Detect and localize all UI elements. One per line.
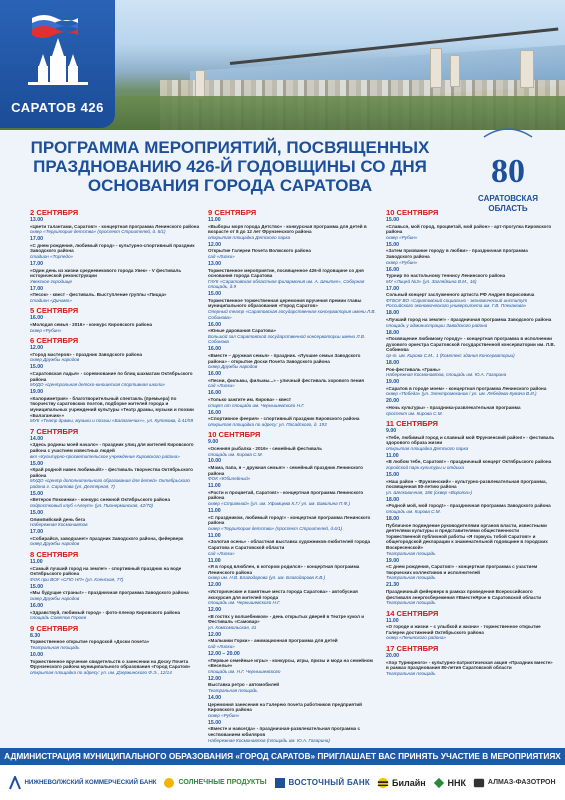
sponsor-name: ННК xyxy=(447,777,467,788)
event-description: «С днем рождения, любимый город» - культурно-спортивный праздник Заводского района xyxy=(30,242,195,254)
event-time: 9.00 xyxy=(208,439,219,446)
sponsor-name: НИЖНЕВОЛЖСКИЙ КОММЕРЧЕСКИЙ БАНК xyxy=(24,779,157,786)
anniversary-region: САРАТОВСКАЯ ОБЛАСТЬ xyxy=(478,194,538,213)
page-title: ПРОГРАММА МЕРОПРИЯТИЙ, ПОСВЯЩЕННЫХ ПРАЗДНОВАНИЮ 426-Й ГОДОВЩИНЫ СО ДНЯ ОСНОВАНИЯ ГОРОДА САРАТОВА xyxy=(30,138,430,195)
event-time: 19.00 xyxy=(386,379,399,386)
day-date: 17 СЕНТЯБРЯ xyxy=(386,644,439,654)
event-place: площадь им. Кирова С.М. xyxy=(208,451,263,457)
event-item xyxy=(208,652,380,674)
day-date: 8 СЕНТЯБРЯ xyxy=(30,550,79,560)
event-time: 12.00 xyxy=(208,241,221,248)
logo-caption: САРАТОВ 426 xyxy=(11,100,104,115)
event-item xyxy=(30,511,202,528)
day-date: 9 СЕНТЯБРЯ xyxy=(208,208,257,217)
event-place: МУ «Лицей №3» (ул. Заглядкина В.М., 16) xyxy=(386,278,477,284)
event-description: «Осенняя рыбалка - 2016» - семейный фестиваль xyxy=(208,445,323,451)
sponsor-sun-products xyxy=(163,776,266,790)
invitation-banner: АДМИНИСТРАЦИЯ МУНИЦИПАЛЬНОГО ОБРАЗОВАНИЯ «ГОРОД САРАТОВ» ПРИГЛАШАЕТ ВАС ПРИНЯТЬ УЧАСТИЕ В МЕРОПРИЯТИЯХ xyxy=(0,748,565,765)
event-place: сквер «Стражний» (ул. им. Уфимцева К.Г./ ул. им. Бавилина П.Ф.) xyxy=(208,501,351,507)
event-item xyxy=(30,634,202,651)
event-place: открытая площадка Детского парка xyxy=(386,445,469,451)
day-date: 9 СЕНТЯБРЯ xyxy=(30,623,79,633)
event-time: 19.00 xyxy=(386,557,399,564)
event-place: Набережная Космонавтов xyxy=(30,522,88,528)
event-description: «Посвящение любимому городу» - концертная программа в исполнении духового оркестра Саратовской государственной консерватории им. Л.В. Собинова xyxy=(386,336,555,353)
event-place: МУДО «Центральная детско-юношеская спортивная школа» xyxy=(30,382,166,388)
event-time: 17.00 xyxy=(30,285,43,292)
event-time: 21.30 xyxy=(386,582,399,589)
event-description: Праздничный фейерверк в рамках проведения Всероссийского фестиваля энергосбережения #ВместеЯрче в Саратовской области xyxy=(386,588,542,600)
sponsor-name: СОЛНЕЧНЫЕ ПРОДУКТЫ xyxy=(178,779,267,786)
event-description: «Наш район – Фрунзенский» - культурно-развлекательная программа, посвященная 80-летию района xyxy=(386,478,547,490)
event-time: 18.00 xyxy=(386,516,399,522)
event-place: Театральная площадь xyxy=(208,687,258,693)
event-item xyxy=(386,429,555,451)
event-place: ФОК «Юбилейный» xyxy=(208,476,251,482)
event-place: сквер «Рубин» xyxy=(386,234,418,240)
event-item xyxy=(30,437,202,459)
event-time: 12.00 – 20.00 xyxy=(208,651,240,658)
event-time: 8.30 xyxy=(30,632,41,639)
sponsor-name: Билайн xyxy=(391,777,426,788)
event-place: сквер «Территория детства» (проспект Строителей, д.6/1) xyxy=(208,525,343,531)
event-place: сквер «Территория детства» (проспект Строителей, д. 6/1) xyxy=(30,229,166,235)
event-time: 15.00 xyxy=(208,291,221,298)
event-place: сквер «Рубин» xyxy=(386,259,418,265)
event-place: стадион «Динамо» xyxy=(30,297,72,303)
event-description: Торжественное мероприятие, посвященное 426-й годовщине со дня основания города Саратова xyxy=(208,267,364,279)
event-description: Церемония занесения на Галерею почета работников предприятий Кировского района xyxy=(208,701,362,713)
event-place: открытая площадка по адресу: ул. им. Дзержинского Ф.Э., 12/14 xyxy=(30,669,172,675)
event-item xyxy=(208,262,380,290)
event-description: Открытие Галереи Почета Волжского района xyxy=(208,248,311,254)
event-description: «Саратовская ладья» - соревнование по блиц шахматам Октябрьского района xyxy=(30,371,193,382)
event-time: 15.00 xyxy=(30,490,43,497)
event-item xyxy=(30,604,202,621)
event-description: «Цвети талантами, Саратов!» - концертная программа Ленинского района xyxy=(30,223,200,229)
day-block xyxy=(30,336,202,424)
event-time: 12.00 xyxy=(208,631,221,638)
event-item xyxy=(386,331,555,359)
event-description: Рок-фестиваль «Грань» xyxy=(386,366,441,372)
event-item xyxy=(208,292,380,320)
event-time: 11.00 xyxy=(30,559,43,566)
event-place: Театральная площадь xyxy=(386,575,436,581)
event-description: «Мальчики Горки» - анимационная программа для детей xyxy=(208,638,338,644)
event-item xyxy=(386,517,555,556)
nvkb-logo-icon xyxy=(9,776,21,790)
event-description: «Золотая осень» - областная выставка художников-любителей города Саратова и Саратовской области xyxy=(208,539,371,550)
event-time: 16.00 xyxy=(208,390,221,397)
event-program xyxy=(30,208,555,748)
event-place: Театральная площадь xyxy=(386,600,436,606)
event-item xyxy=(386,268,555,285)
event-description: «Только зажгите им. Кирова» - квест xyxy=(208,396,292,402)
event-item xyxy=(386,473,555,495)
event-time: 15.00 xyxy=(386,217,399,223)
event-time: 10.00 xyxy=(208,458,221,465)
event-item xyxy=(386,218,555,240)
event-place: сквер Дружбы народов xyxy=(30,541,80,547)
event-place: вкл «Культурно-просветительское учреждение Кировского района» xyxy=(30,453,180,459)
day-date: 6 СЕНТЯБРЯ xyxy=(30,336,79,346)
event-place: сквер Дружбы народов xyxy=(30,357,80,363)
beeline-logo-icon xyxy=(377,776,389,790)
event-item xyxy=(208,484,380,506)
event-description: «Край родной навек любимый!» - фестиваль творчества Октябрьского района xyxy=(30,467,193,478)
event-place: сквер «Рубин» xyxy=(30,327,62,333)
event-time: 15.00 xyxy=(30,364,43,371)
event-item xyxy=(386,399,555,416)
event-place: Театральная площадь xyxy=(386,670,436,676)
event-description: «В гостях у волшебников» - день открытых дверей в Театре кукол и Фестиваль «Самовар» xyxy=(208,613,365,625)
vostochny-logo-icon xyxy=(274,776,286,790)
event-place: сквер Дружбы народов xyxy=(30,595,80,601)
event-description: «В любом тебе, Саратов!» - праздничный концерт Октябрьского района xyxy=(386,459,552,465)
event-item xyxy=(208,583,380,605)
event-place: Увекское городище xyxy=(30,278,73,284)
event-place: открытая площадка Детского парка xyxy=(208,234,291,240)
event-item xyxy=(208,721,380,743)
event-place: Набережная Космонавтов (площадь им. Ю.А. Гагарина) xyxy=(208,737,330,743)
event-time: 13.00 xyxy=(30,217,43,223)
event-description: «С праздником, любимый город!» - концертная программа Ленинского района xyxy=(208,514,371,526)
event-description: Сольный концерт заслуженного артиста РФ Андрея Борисовича xyxy=(386,292,535,298)
day-block xyxy=(208,430,380,743)
event-item xyxy=(386,380,555,397)
event-time: 16.00 xyxy=(30,315,43,322)
event-item xyxy=(30,365,202,387)
event-time: 15.00 xyxy=(386,241,399,248)
day-block xyxy=(30,427,202,547)
event-item xyxy=(30,560,202,582)
event-time: 11.00 xyxy=(386,617,399,624)
event-description: Турнир по настольному теннису Ленинского района xyxy=(386,273,506,279)
event-place: сквер Дружбы народов xyxy=(208,364,258,370)
event-time: 16.00 xyxy=(208,321,221,328)
anniversary-number: 80 xyxy=(491,153,525,190)
event-place: сквер «Победа» (ул. Электромеханов / ул. им. Лебедева-Кумача В.И.) xyxy=(386,391,537,397)
event-description: «Мы будущие страны!» - праздничная программа Заводского района xyxy=(30,590,189,596)
event-time: 19.00 xyxy=(30,389,43,396)
event-description: Выставка ретро - автомобилей xyxy=(208,682,280,688)
event-item xyxy=(386,361,555,378)
event-item xyxy=(386,654,555,676)
event-description: Торжественное открытие городской «Доски почета» xyxy=(30,639,150,645)
event-item xyxy=(386,559,555,581)
event-item xyxy=(208,459,380,481)
event-time: 15.00 xyxy=(30,510,43,517)
day-date: 10 СЕНТЯБРЯ xyxy=(386,208,439,217)
sponsor-logos xyxy=(0,765,565,800)
event-description: «Мама, папа, я – дружная семья!» - семейный праздник Ленинского района xyxy=(208,465,363,476)
event-item xyxy=(386,619,555,641)
event-place: сквер «Рубин» xyxy=(208,712,240,718)
event-item xyxy=(208,391,380,408)
event-item xyxy=(208,696,380,718)
event-time: 13.00 xyxy=(208,260,221,267)
event-description: «Спортивное феерия» - спортивный праздник Кировского района xyxy=(208,416,360,422)
event-description: «Самый лучший город на земле!» - спортивный праздник на воде Октябрьского района xyxy=(30,565,182,577)
event-place: МУК «Театр драмы, музыки и поэзии «Балаганчик»», ул. Кутякова, д.41/59 xyxy=(30,418,194,424)
event-description: Олимпийский день бега xyxy=(30,516,86,522)
event-place: ул. Шелковичная, 186 (сквер «Ворота») xyxy=(386,489,473,495)
event-place: ул. Комсомольская, 41 xyxy=(208,624,257,630)
event-item xyxy=(208,440,380,457)
event-place: площадь им. Н.Г. Чернышевского xyxy=(208,668,281,674)
day-date: 11 СЕНТЯБРЯ xyxy=(386,419,438,429)
event-time: 20.00 xyxy=(386,398,399,405)
event-description: «Родной мой, мой город!» - праздничная программа Заводского района xyxy=(386,503,551,509)
event-description: «Юные дарования Саратова» xyxy=(208,328,276,334)
sponsor-name: АЛМАЗ-ФАЗОТРОН xyxy=(487,779,556,786)
event-time: 11.00 xyxy=(208,217,221,223)
day-date: 2 СЕНТЯБРЯ xyxy=(30,208,79,217)
event-time: 16.00 xyxy=(30,602,43,609)
event-item xyxy=(30,262,202,284)
event-place: площадь им. Чернышевского Н.Г. xyxy=(208,600,281,606)
event-place: ГАУК «Саратовская областная филармония им. А. Шнитке», Соборная площадь, д.9 xyxy=(208,278,365,290)
event-place: площадь им. Кирова С.М. xyxy=(386,509,441,515)
event-description: «Один день из жизни средневекового города Увек» - V фестиваль исторической реконструкции xyxy=(30,267,182,279)
event-description: «Лучший город на земле!» - праздничная программа Заводского района xyxy=(386,317,552,323)
program-column-3 xyxy=(386,208,555,748)
event-item xyxy=(386,287,555,309)
sponsor-nnk xyxy=(433,776,467,790)
event-item xyxy=(30,316,202,333)
sun-products-logo-icon xyxy=(163,776,175,790)
event-description: «Затем призвание городу в любви» - праздничная программа Заводского района xyxy=(386,248,528,259)
event-description: «Первые семейные игры» - конкурсы, игры, призы и мода на семейном «Веселье» xyxy=(208,657,373,669)
event-description: «Здесь родины моей начало» - праздник улиц для жителей Кировского района с участием известных людей xyxy=(30,442,194,453)
event-time: 14.00 xyxy=(30,435,43,442)
event-item xyxy=(30,653,202,675)
event-time: 15.00 xyxy=(208,719,221,726)
event-item xyxy=(208,677,380,694)
event-item xyxy=(386,243,555,265)
day-block xyxy=(386,644,555,676)
event-time: 18.00 xyxy=(386,360,399,366)
event-description: «Выборы моря города Детство» - конкурсная программа для детей в возрасте от 8 до 12 лет Фрунзенского района xyxy=(208,223,367,235)
event-time: 15.00 xyxy=(30,583,43,590)
day-date: 14 СЕНТЯБРЯ xyxy=(386,608,439,618)
event-place: старт от площади им. Чернышевского Н.Г. xyxy=(208,402,305,408)
event-time: 16.00 xyxy=(386,266,399,273)
event-place: сквер «Ленинского района» xyxy=(386,635,446,641)
event-item xyxy=(30,530,202,547)
event-item xyxy=(30,346,202,363)
event-item xyxy=(208,633,380,650)
event-description: «Хор Турнирного» - культурно-патриотическая акция «Праздник вместе» в рамках празднования 80-летия Саратовской области xyxy=(386,659,553,671)
event-description: «Вместе – дружная семья» - праздник. «Лучшие семьи Заводского района» - открытие Доски Почета Заводского района xyxy=(208,353,361,364)
sponsor-beeline xyxy=(377,776,426,790)
event-item xyxy=(30,218,202,235)
event-time: 14.00 xyxy=(208,694,221,701)
sponsor-almaz-fazotron xyxy=(473,776,556,790)
event-item xyxy=(386,454,555,471)
event-item xyxy=(208,509,380,531)
event-time: 15.00 xyxy=(30,460,43,467)
event-time: 12.00 xyxy=(208,582,221,589)
event-place: сад «Липки» xyxy=(208,253,235,259)
event-place: Оперный театр «Саратовская государственная консерватория имени Л.В. Собинова» xyxy=(208,309,376,320)
event-place: сквер им. Н.В. Благодарова (ул. им. Благодарова К.В.) xyxy=(208,575,326,581)
event-place: городской парк культуры и отдыха xyxy=(386,465,464,471)
day-date: 5 СЕНТЯБРЯ xyxy=(30,306,79,316)
event-item xyxy=(208,218,380,240)
event-place: Театральная площадь xyxy=(30,644,80,650)
event-description: «Песни, фильмы, фильмы...» - уличный фестиваль хорового пения xyxy=(208,377,364,383)
event-place: проспект им. Кирова С.М. xyxy=(386,410,443,416)
event-place: пр-т. им. Кирова С.М., 1 (Комплекс здания Консерватории) xyxy=(386,353,515,359)
building-image xyxy=(450,55,460,87)
event-item xyxy=(30,390,202,424)
event-place: площадь Советов Героев xyxy=(30,615,87,621)
event-description: «Расти и процветай, Саратов!» - концертная программа Ленинского района xyxy=(208,489,364,501)
region-80-years-emblem xyxy=(458,125,558,215)
sponsor-nvkb xyxy=(9,776,156,790)
event-description: «Саратов в городе моем» - концертная программа Ленинского района xyxy=(386,385,547,391)
event-time: 16.00 xyxy=(208,409,221,416)
event-description: «Ночь культуры» - праздника-развлекательная программа xyxy=(386,404,521,410)
event-time: 16.00 xyxy=(208,346,221,353)
sponsor-name: ВОСТОЧНЫЙ БАНК xyxy=(288,778,371,787)
event-item xyxy=(208,608,380,630)
day-block xyxy=(30,550,202,621)
day-block xyxy=(30,208,202,303)
event-time: 11.00 xyxy=(208,483,221,490)
event-item xyxy=(30,585,202,602)
event-time: 15.00 xyxy=(386,472,399,479)
event-description: «С днем рождения, Саратов!» - концертная программа с участием творческих коллективов и исполнителей xyxy=(386,564,538,575)
event-item xyxy=(386,311,555,328)
almaz-logo-icon xyxy=(473,776,485,790)
program-column-2 xyxy=(208,208,380,748)
laurel-icon xyxy=(478,125,538,139)
event-time: 18.00 xyxy=(386,310,399,317)
event-place: открытая площадка по адресу: ул. Посадского, д. 193 xyxy=(208,421,327,427)
event-time: 16.00 xyxy=(208,371,221,378)
event-place: сад «Липки» xyxy=(208,550,235,556)
event-time: 17.00 xyxy=(386,285,399,292)
event-description: «Вместе и навсегда» - праздничная-развлекательная программа с чествованием юбиляров xyxy=(208,726,361,737)
event-item xyxy=(386,498,555,515)
event-time: 17.00 xyxy=(30,260,43,267)
event-time: 17.00 xyxy=(30,529,43,536)
event-time: 11.00 xyxy=(386,452,399,459)
event-time: 20.00 xyxy=(386,653,399,660)
event-description: «Город мастеров» - праздник Заводского района xyxy=(30,351,143,357)
event-time: 12.00 xyxy=(208,675,221,682)
event-item xyxy=(30,462,202,490)
event-place: Театральная площадь xyxy=(386,550,436,556)
day-block xyxy=(386,609,555,641)
event-item xyxy=(30,492,202,509)
event-time: 18.00 xyxy=(386,329,399,336)
event-description: «Песок» - квест - фестиваль. Выступление группы «Пицца» xyxy=(30,292,167,298)
day-date: 7 СЕНТЯБРЯ xyxy=(30,426,79,436)
event-item xyxy=(208,534,380,556)
event-time: 11.00 xyxy=(208,557,221,564)
nnk-logo-icon xyxy=(433,776,445,790)
event-description: «Собирайся, заводчане!» праздник Заводского района, фейерверк xyxy=(30,535,184,541)
event-time: 10.00 xyxy=(30,651,43,658)
event-place: Набережная Космонавтов, площадь им. Ю.А. Гагарина xyxy=(386,372,507,378)
event-place: ФГБОУ ВО «Саратовский социально - экономический институт Российского экономического университета им. Г.В. Плеханова» xyxy=(386,297,528,309)
program-column-1 xyxy=(30,208,202,748)
event-description: «Калориметрия» - благотворительный спектакль (премьера) по творчеству саратовских поэтов, подборке жителей города и муниципальных учреждений культуры «Театр драмы, музыки и поэзии «Балаганчик»» xyxy=(30,395,194,418)
day-block xyxy=(386,419,555,606)
day-block xyxy=(30,306,202,333)
event-item xyxy=(208,243,380,260)
event-place: ФОК при ВОУ «СГЮ НП» (ул. Кленская, 77) xyxy=(30,576,124,582)
event-description: «Я в город влюблен, в котором родился» - концертная программа Ленинского района xyxy=(208,564,360,575)
event-description: «Исторические и памятные места города Саратова» - автобусная экскурсия для жителей города xyxy=(208,588,358,600)
event-place: стадион «Торпедо» xyxy=(30,253,74,259)
event-place: площадь у администрации Заводского района xyxy=(386,322,488,328)
building-image xyxy=(520,50,534,88)
event-time: 11.00 xyxy=(208,508,221,515)
saratov-426-logo xyxy=(0,0,115,128)
event-description: «Тебе, любимый город и славный мой Фрунзенский район!» - фестиваль здорового образа жизни xyxy=(386,434,555,446)
event-description: Публичное подведение руководителями органов власти, известными деятелями культуры и представителями общественности торжественной публичной работы «Я горжусь тобой Саратов!» и общегородской декларации к знаменательной годовщине в городских Воскресенской» xyxy=(386,522,548,550)
event-place: Большой зал Саратовской государственной консерватории имени Л.В. Собинова xyxy=(208,333,366,345)
event-place: МУДО «Центр дополнительного образования для детей» Октябрьского района г. Саратова (ул. Дегтярная, 7) xyxy=(30,478,190,489)
day-block xyxy=(386,208,555,416)
event-item xyxy=(30,287,202,304)
event-description: Торжественное вручение свидетельств о занесении на Доску Почета Фрунзенского района муниципального образования «Город Саратов» xyxy=(30,658,191,670)
event-time: 9.00 xyxy=(386,428,397,435)
event-item xyxy=(30,237,202,259)
event-item xyxy=(208,559,380,581)
event-description: «Молодая семья - 2016» - конкурс Кировского района xyxy=(30,322,153,328)
day-date: 10 СЕНТЯБРЯ xyxy=(208,430,261,440)
event-item xyxy=(208,411,380,428)
event-time: 12.00 xyxy=(208,607,221,614)
event-description: «Здравствуй, любимый город» - фото-пленэр Кировского района xyxy=(30,609,181,615)
building-image xyxy=(430,48,442,88)
event-time: 11.00 xyxy=(208,532,221,539)
church-silhouette-icon xyxy=(28,36,88,86)
event-place: сад «Липки» xyxy=(208,383,235,389)
event-time: 18.00 xyxy=(386,496,399,503)
event-item xyxy=(208,347,380,369)
sponsor-vostochny xyxy=(274,776,371,790)
event-place: сад «Липки» xyxy=(208,644,235,650)
event-description: «Славься, мой город, процветай, мой район» - арт-прогулка Кировского района xyxy=(386,223,552,235)
event-time: 12.00 xyxy=(30,345,43,352)
event-time: 17.00 xyxy=(30,236,43,243)
event-place: подростковый клуб «Алеут» (ул. Пионерминская, 42/70) xyxy=(30,503,153,509)
day-block xyxy=(30,624,202,676)
day-block xyxy=(208,208,380,427)
event-description: «Ветерок Покоинки» - конкурс снежной Октябрьского района xyxy=(30,497,171,503)
event-description: Торжественное торжественная церемония вручения премии главы муниципального образования «Город Саратов» xyxy=(208,297,362,309)
event-item xyxy=(208,372,380,389)
event-item xyxy=(208,323,380,345)
event-description: «О городе и жизни – с улыбкой и жизни» - торжественное открытие Галереи достижений Октябрьского района xyxy=(386,624,541,635)
event-item xyxy=(386,583,555,605)
